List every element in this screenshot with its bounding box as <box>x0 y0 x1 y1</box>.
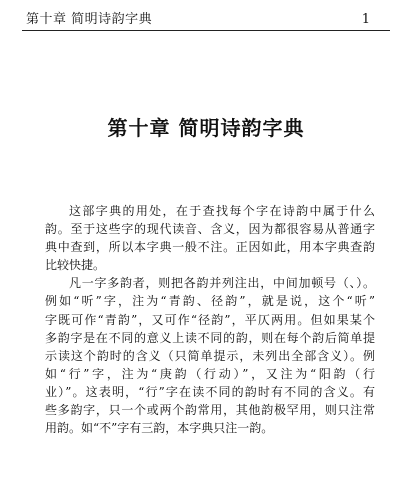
paragraph-line: 些多韵字，只一个或两个韵常用，其他韵极罕用，则只注常 <box>45 403 375 418</box>
paragraph-line: 例如“听”字，注为“青韵、径韵”，就是说，这个“听” <box>45 294 375 309</box>
running-header-title: 第十章 简明诗韵字典 <box>26 12 153 27</box>
body-text <box>45 202 375 437</box>
paragraph-line: 如“行”字，注为“庚韵（行动）”，又注为“阳韵（行 <box>45 366 375 381</box>
paragraph-line: 多韵字是在不同的意义上读不同的韵，则在每个韵后简单提 <box>45 330 375 345</box>
paragraph-line: 用韵。如“不”字有三韵，本字典只注一韵。 <box>45 421 274 436</box>
paragraph-line: 字既可作“青韵”，又可作“径韵”，平仄两用。但如果某个 <box>45 312 375 327</box>
paragraph-line: 示读这个韵时的含义（只简单提示，未列出全部含义）。例 <box>45 348 375 363</box>
paragraph-1 <box>45 202 375 274</box>
paragraph-line: 典中查到，所以本字典一般不注。正因如此，用本字典查韵 <box>45 240 375 255</box>
paragraph-line: 业）”。这表明，“行”字在读不同的韵时有不同的含义。有 <box>45 384 375 399</box>
chapter-title: 第十章 简明诗韵字典 <box>107 116 305 140</box>
paragraph-line: 比较快捷。 <box>45 258 106 273</box>
running-header <box>22 10 390 31</box>
paragraph-line: 这部字典的用处，在于查找每个字在诗韵中属于什么 <box>69 204 375 218</box>
paragraph-line: 凡一字多韵者，则把各韵并列注出，中间加顿号（、）。 <box>69 276 375 291</box>
page-number: 1 <box>361 12 370 27</box>
paragraph-2 <box>45 274 375 437</box>
paragraph-line: 韵。至于这些字的现代读音、含义，因为都很容易从普通字 <box>45 222 375 237</box>
